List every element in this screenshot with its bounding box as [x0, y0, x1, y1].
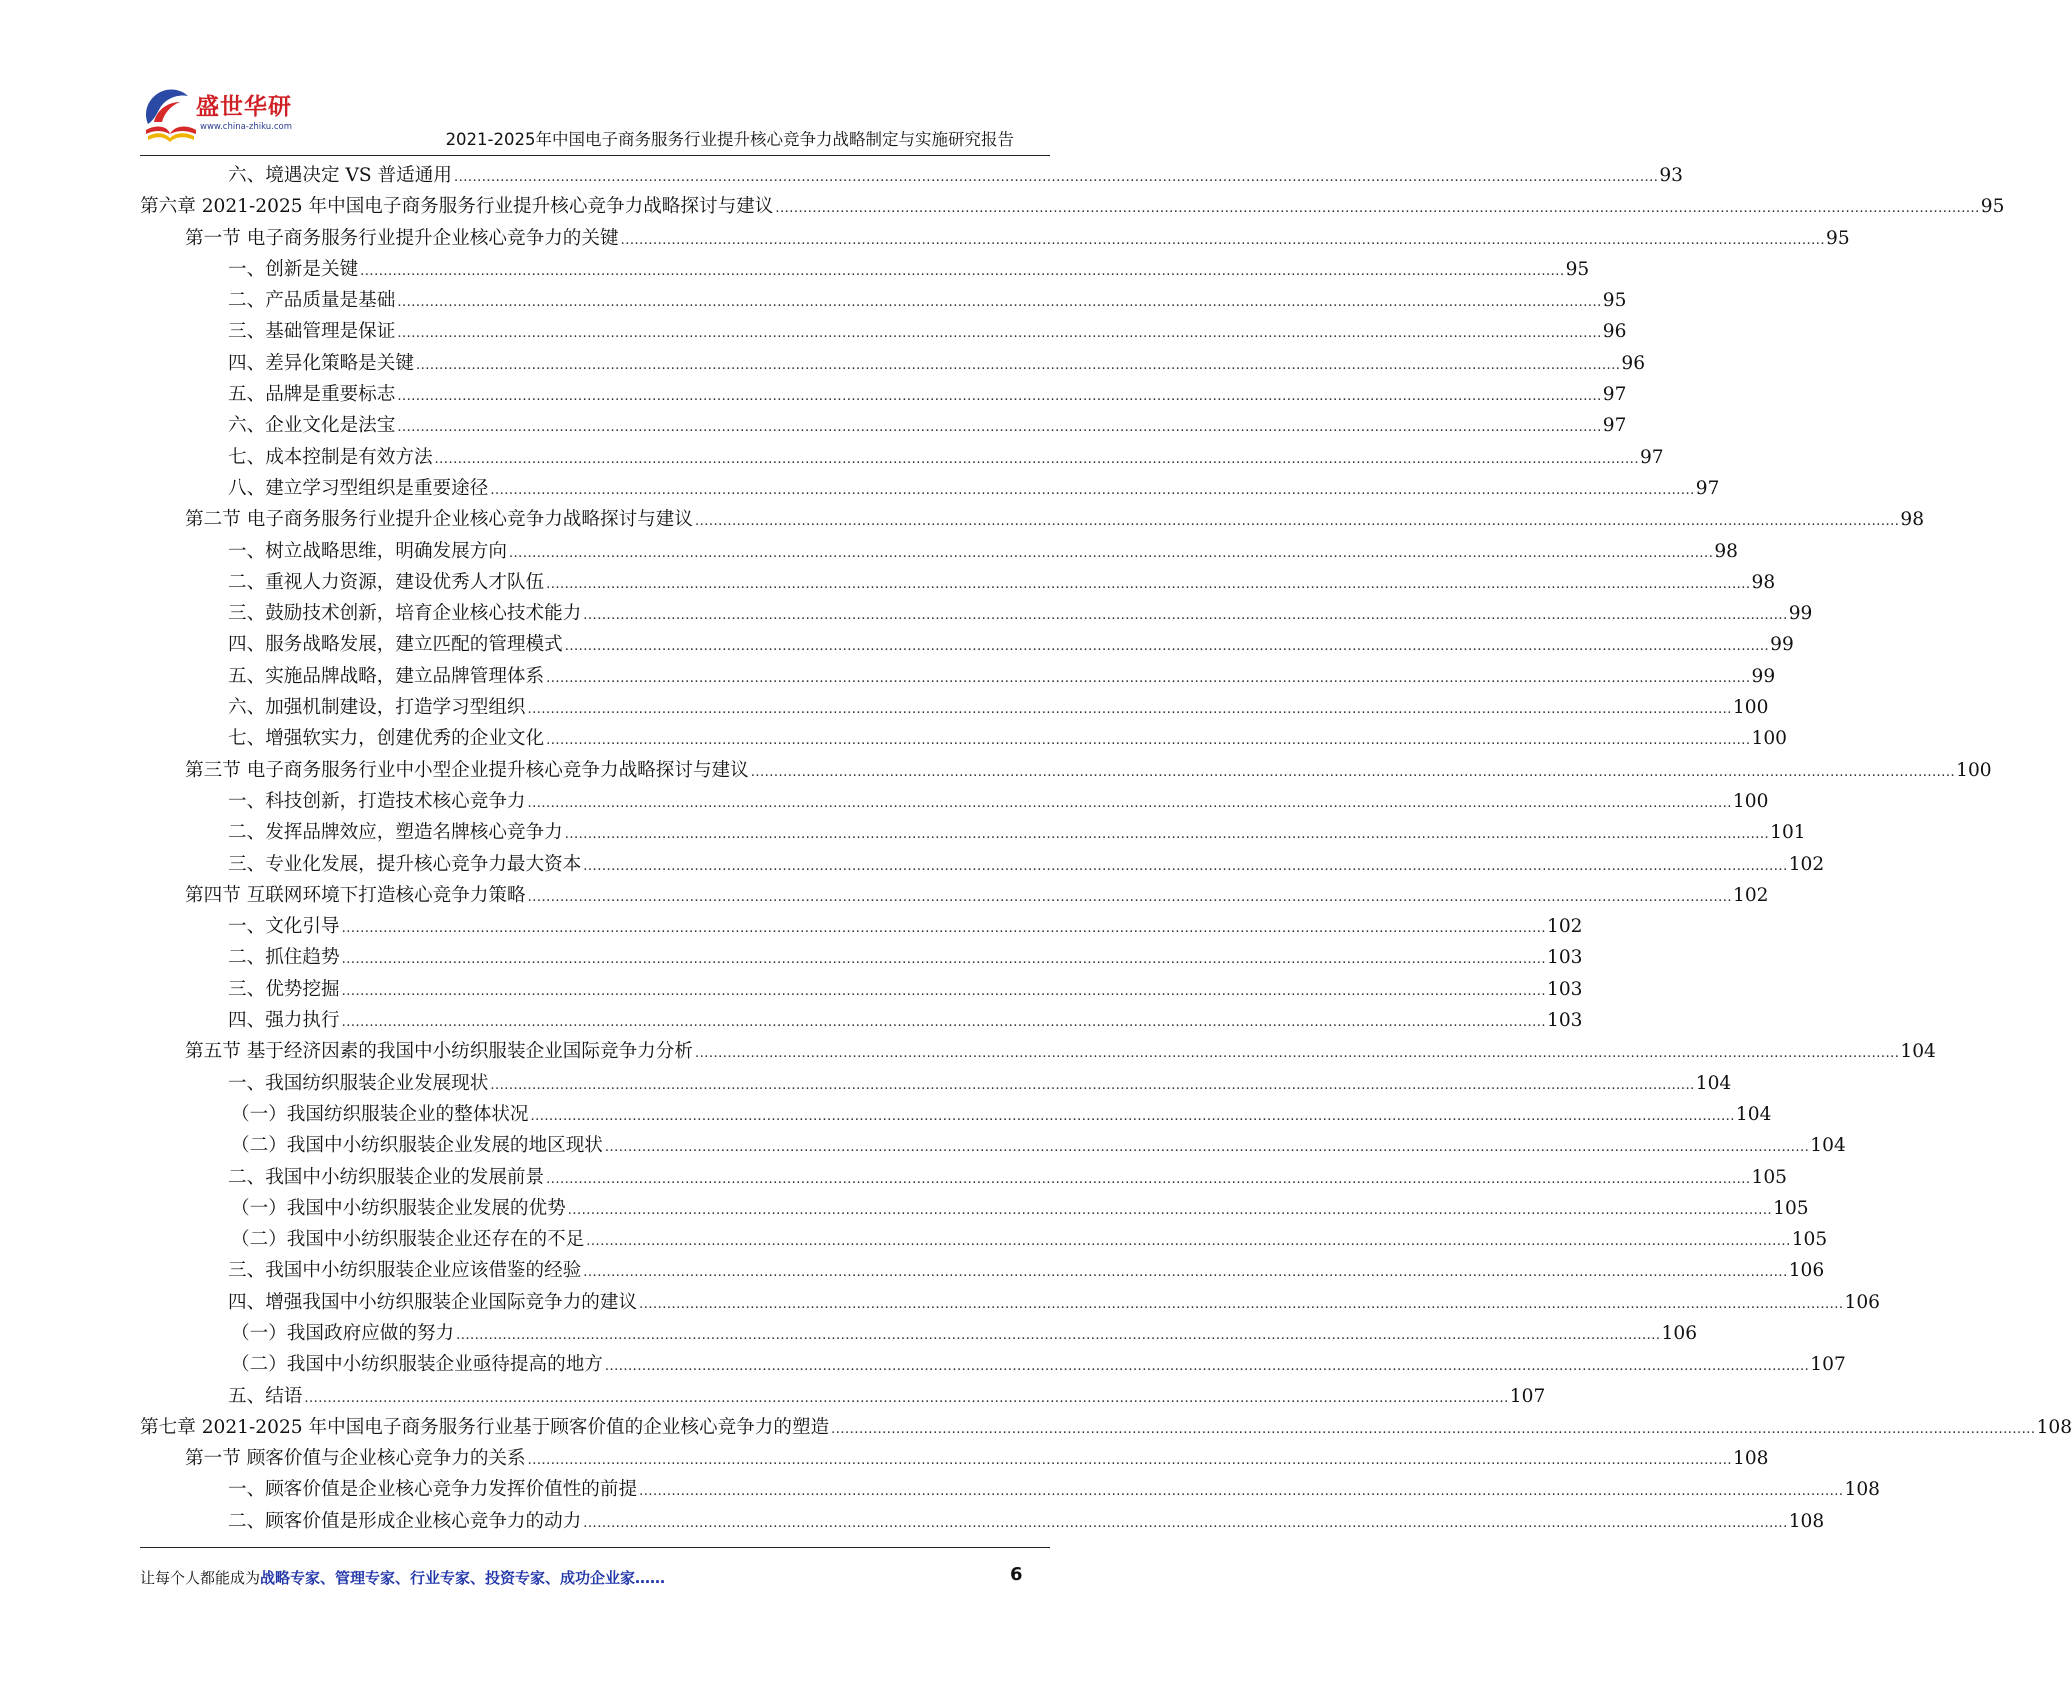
- toc-entry-title: 一、树立战略思维，明确发展方向: [228, 540, 507, 562]
- toc-entry[interactable]: [140, 1163, 1788, 1194]
- header-divider: [140, 155, 1050, 156]
- toc-entry-page: 95: [1980, 196, 2005, 218]
- toc-entry[interactable]: [140, 380, 1627, 411]
- toc-entry[interactable]: [140, 1382, 1546, 1413]
- toc-entry-title: 七、增强软实力，创建优秀的企业文化: [228, 728, 545, 750]
- toc-dot-leader: ....................................................................................................................................................................................................................................................................: [620, 232, 1825, 248]
- report-title: 2021-2025年中国电子商务服务行业提升核心竞争力战略制定与实施研究报告: [445, 130, 1014, 149]
- toc-entry-title: 二、重视人力资源，建设优秀人才队伍: [228, 571, 545, 593]
- toc-entry[interactable]: [140, 224, 1850, 255]
- toc-entry-page: 99: [1751, 665, 1776, 687]
- company-logo: [140, 84, 310, 146]
- toc-entry-title: 六、企业文化是法宝: [228, 415, 396, 437]
- toc-entry-page: 97: [1695, 477, 1720, 499]
- toc-entry-page: 108: [1788, 1510, 1825, 1532]
- toc-dot-leader: ....................................................................................................................................................................................................................................................................: [341, 952, 1546, 968]
- toc-entry-title: （一）我国政府应做的努力: [231, 1322, 455, 1344]
- toc-dot-leader: ....................................................................................................................................................................................................................................................................: [453, 170, 1659, 185]
- toc-entry-page: 103: [1546, 947, 1583, 969]
- footer-slogan: [140, 1567, 665, 1588]
- toc-dot-leader: ....................................................................................................................................................................................................................................................................: [397, 295, 1602, 311]
- toc-dot-leader: ....................................................................................................................................................................................................................................................................: [527, 1453, 1733, 1469]
- toc-entry-page: 93: [1659, 165, 1684, 186]
- toc-entry[interactable]: [140, 537, 1738, 568]
- toc-dot-leader: ....................................................................................................................................................................................................................................................................: [546, 670, 1751, 686]
- toc-entry-page: 97: [1602, 384, 1627, 406]
- toc-dot-leader: ....................................................................................................................................................................................................................................................................: [583, 858, 1788, 874]
- toc-entry[interactable]: [140, 756, 1992, 787]
- toc-entry[interactable]: [140, 474, 1720, 505]
- toc-entry-title: 五、实施品牌战略，建立品牌管理体系: [228, 665, 545, 687]
- toc-entry-page: 97: [1639, 446, 1664, 468]
- toc-entry-title: 一、文化引导: [228, 916, 340, 938]
- toc-entry[interactable]: [140, 1413, 2072, 1444]
- toc-entry[interactable]: [140, 1256, 1825, 1287]
- toc-entry-title: 三、我国中小纺织服装企业应该借鉴的经验: [228, 1260, 582, 1282]
- toc-dot-leader: ....................................................................................................................................................................................................................................................................: [415, 357, 1621, 373]
- toc-entry-page: 98: [1751, 571, 1776, 593]
- toc-entry-title: 四、差异化策略是关键: [228, 352, 414, 374]
- toc-entry-page: 107: [1509, 1385, 1546, 1407]
- toc-entry-page: 96: [1621, 352, 1646, 374]
- toc-entry-page: 101: [1770, 822, 1806, 844]
- toc-entry-title: 五、品牌是重要标志: [228, 384, 396, 406]
- toc-entry[interactable]: [140, 1006, 1583, 1037]
- toc-dot-leader: ....................................................................................................................................................................................................................................................................: [567, 1202, 1773, 1218]
- toc-entry-page: 99: [1788, 603, 1813, 625]
- slogan-prefix: 让每个人都能成为: [140, 1569, 261, 1587]
- toc-entry-title: 四、强力执行: [228, 1010, 340, 1032]
- toc-dot-leader: ....................................................................................................................................................................................................................................................................: [586, 1234, 1791, 1250]
- toc-entry[interactable]: [140, 317, 1627, 348]
- toc-entry-page: 106: [1788, 1260, 1825, 1282]
- toc-entry-title: （一）我国中小纺织服装企业发展的优势: [231, 1197, 566, 1219]
- toc-entry-page: 104: [1695, 1072, 1732, 1094]
- toc-entry[interactable]: [140, 1350, 1846, 1381]
- toc-entry[interactable]: [140, 912, 1583, 943]
- toc-dot-leader: ....................................................................................................................................................................................................................................................................: [604, 1359, 1810, 1375]
- toc-entry[interactable]: [140, 662, 1776, 693]
- toc-dot-leader: ....................................................................................................................................................................................................................................................................: [341, 983, 1546, 999]
- toc-dot-leader: ....................................................................................................................................................................................................................................................................: [360, 263, 1565, 279]
- toc-dot-leader: ....................................................................................................................................................................................................................................................................: [527, 702, 1732, 718]
- page-number: 6: [1010, 1564, 1023, 1585]
- toc-entry-title: 第二节 电子商务服务行业提升企业核心竞争力战略探讨与建议: [185, 509, 693, 531]
- toc-entry[interactable]: [140, 1444, 1769, 1475]
- toc-entry-page: 103: [1546, 1010, 1583, 1032]
- toc-entry[interactable]: [140, 161, 1684, 192]
- toc-entry-page: 95: [1602, 290, 1627, 312]
- toc-dot-leader: ....................................................................................................................................................................................................................................................................: [831, 1421, 2036, 1437]
- toc-dot-leader: ....................................................................................................................................................................................................................................................................: [341, 1015, 1546, 1031]
- toc-entry[interactable]: [140, 1288, 1880, 1319]
- toc-entry-title: 一、顾客价值是企业核心竞争力发挥价值性的前提: [228, 1479, 638, 1501]
- toc-dot-leader: ....................................................................................................................................................................................................................................................................: [397, 389, 1602, 405]
- toc-dot-leader: ....................................................................................................................................................................................................................................................................: [434, 451, 1639, 467]
- toc-entry[interactable]: [140, 286, 1627, 317]
- toc-entry-title: 三、优势挖掘: [228, 978, 340, 1000]
- toc-dot-leader: ....................................................................................................................................................................................................................................................................: [775, 201, 1980, 217]
- toc-dot-leader: ....................................................................................................................................................................................................................................................................: [456, 1327, 1661, 1343]
- toc-entry[interactable]: [140, 1507, 1825, 1538]
- toc-entry-page: 97: [1602, 415, 1627, 437]
- toc-entry-page: 107: [1810, 1354, 1846, 1376]
- toc-dot-leader: ....................................................................................................................................................................................................................................................................: [397, 420, 1602, 436]
- toc-entry-title: （二）我国中小纺织服装企业发展的地区现状: [231, 1135, 603, 1157]
- toc-entry-page: 106: [1844, 1291, 1880, 1313]
- toc-entry-title: 第一节 顾客价值与企业核心竞争力的关系: [185, 1448, 526, 1470]
- toc-entry-title: 一、科技创新，打造技术核心竞争力: [228, 790, 526, 812]
- toc-entry-page: 95: [1825, 227, 1850, 249]
- toc-entry-title: 一、我国纺织服装企业发展现状: [228, 1072, 489, 1094]
- toc-entry-page: 106: [1661, 1322, 1698, 1344]
- footer-divider: [140, 1547, 1050, 1548]
- toc-entry[interactable]: [140, 1069, 1732, 1100]
- toc-entry-page: 102: [1733, 884, 1769, 906]
- toc-entry-title: 一、创新是关键: [228, 258, 359, 280]
- toc-entry-title: 四、服务战略发展，建立匹配的管理模式: [228, 634, 563, 656]
- toc-entry[interactable]: [140, 411, 1627, 442]
- toc-dot-leader: ....................................................................................................................................................................................................................................................................: [604, 1140, 1810, 1156]
- toc-entry[interactable]: [140, 975, 1583, 1006]
- toc-entry[interactable]: [140, 443, 1664, 474]
- toc-entry[interactable]: [140, 349, 1646, 380]
- toc-entry-title: （一）我国纺织服装企业的整体状况: [231, 1103, 529, 1125]
- logo-url: www.china-zhiku.com: [200, 122, 292, 132]
- toc-dot-leader: ....................................................................................................................................................................................................................................................................: [694, 1046, 1900, 1062]
- toc-entry-page: 102: [1546, 916, 1583, 938]
- toc-dot-leader: ....................................................................................................................................................................................................................................................................: [583, 1515, 1788, 1531]
- toc-dot-leader: ....................................................................................................................................................................................................................................................................: [546, 576, 1751, 592]
- toc-entry[interactable]: [140, 881, 1769, 912]
- toc-entry-title: 四、增强我国中小纺织服装企业国际竞争力的建议: [228, 1291, 638, 1313]
- toc-dot-leader: ....................................................................................................................................................................................................................................................................: [546, 733, 1751, 749]
- toc-entry-title: 第一节 电子商务服务行业提升企业核心竞争力的关键: [185, 227, 619, 249]
- toc-entry[interactable]: [140, 693, 1769, 724]
- toc-dot-leader: ....................................................................................................................................................................................................................................................................: [490, 1077, 1695, 1093]
- toc-dot-leader: ....................................................................................................................................................................................................................................................................: [639, 1484, 1844, 1500]
- toc-dot-leader: ....................................................................................................................................................................................................................................................................: [304, 1390, 1509, 1406]
- toc-entry[interactable]: [140, 630, 1794, 661]
- toc-entry[interactable]: [140, 943, 1583, 974]
- toc-entry-page: 102: [1788, 853, 1825, 875]
- toc-entry[interactable]: [140, 1475, 1880, 1506]
- toc-entry[interactable]: [140, 505, 1925, 536]
- toc-entry-page: 96: [1602, 321, 1627, 343]
- toc-entry-page: 104: [1900, 1041, 1936, 1063]
- toc-entry[interactable]: [140, 724, 1788, 755]
- toc-entry-page: 100: [1732, 790, 1769, 812]
- toc-entry-title: 二、产品质量是基础: [228, 290, 396, 312]
- toc-dot-leader: ....................................................................................................................................................................................................................................................................: [341, 921, 1546, 937]
- table-of-contents: [140, 161, 2072, 1538]
- page-header: [0, 0, 1191, 160]
- toc-entry-page: 104: [1810, 1135, 1846, 1157]
- toc-entry-title: 二、发挥品牌效应，塑造名牌核心竞争力: [228, 822, 563, 844]
- toc-dot-leader: ....................................................................................................................................................................................................................................................................: [508, 545, 1714, 561]
- toc-entry[interactable]: [140, 568, 1776, 599]
- toc-entry-title: 二、我国中小纺织服装企业的发展前景: [228, 1166, 545, 1188]
- toc-entry-page: 98: [1900, 509, 1925, 531]
- toc-entry-title: 三、基础管理是保证: [228, 321, 396, 343]
- toc-entry-title: 二、顾客价值是形成企业核心竞争力的动力: [228, 1510, 582, 1532]
- toc-entry-title: 第四节 互联网环境下打造核心竞争力策略: [185, 884, 526, 906]
- toc-entry-title: 第三节 电子商务服务行业中小型企业提升核心竞争力战略探讨与建议: [185, 759, 749, 781]
- toc-entry-title: 五、结语: [228, 1385, 303, 1407]
- toc-entry-title: 三、专业化发展，提升核心竞争力最大资本: [228, 853, 582, 875]
- toc-entry-page: 103: [1546, 978, 1583, 1000]
- toc-entry-title: 第六章 2021-2025 年中国电子商务服务行业提升核心竞争力战略探讨与建议: [140, 196, 774, 218]
- toc-entry[interactable]: [140, 818, 1806, 849]
- toc-entry-title: 六、加强机制建设，打造学习型组织: [228, 697, 526, 719]
- toc-entry-page: 108: [1844, 1479, 1880, 1501]
- toc-entry-page: 105: [1773, 1197, 1809, 1219]
- toc-entry-title: （二）我国中小纺织服装企业还存在的不足: [231, 1229, 585, 1251]
- toc-dot-leader: ....................................................................................................................................................................................................................................................................: [527, 795, 1732, 811]
- toc-entry-page: 100: [1956, 759, 1992, 781]
- toc-entry-page: 100: [1751, 728, 1788, 750]
- toc-entry-page: 104: [1735, 1103, 1772, 1125]
- toc-dot-leader: ....................................................................................................................................................................................................................................................................: [583, 608, 1788, 624]
- toc-dot-leader: ....................................................................................................................................................................................................................................................................: [564, 639, 1770, 655]
- toc-entry-title: 八、建立学习型组织是重要途径: [228, 477, 489, 499]
- toc-entry[interactable]: [140, 1037, 1936, 1068]
- toc-dot-leader: ....................................................................................................................................................................................................................................................................: [530, 1108, 1735, 1124]
- toc-entry[interactable]: [140, 1319, 1698, 1350]
- toc-entry-page: 100: [1732, 697, 1769, 719]
- toc-dot-leader: ....................................................................................................................................................................................................................................................................: [490, 482, 1695, 498]
- toc-entry[interactable]: [140, 599, 1813, 630]
- toc-dot-leader: ....................................................................................................................................................................................................................................................................: [639, 1296, 1844, 1312]
- toc-dot-leader: ....................................................................................................................................................................................................................................................................: [397, 326, 1602, 342]
- toc-entry-title: 第七章 2021-2025 年中国电子商务服务行业基于顾客价值的企业核心竞争力的塑造: [140, 1416, 830, 1438]
- toc-entry[interactable]: [140, 255, 1590, 286]
- toc-entry-page: 105: [1791, 1229, 1828, 1251]
- toc-dot-leader: ....................................................................................................................................................................................................................................................................: [527, 889, 1733, 905]
- toc-dot-leader: ....................................................................................................................................................................................................................................................................: [583, 1265, 1788, 1281]
- toc-dot-leader: ....................................................................................................................................................................................................................................................................: [750, 764, 1956, 780]
- toc-entry-page: 108: [2036, 1416, 2072, 1438]
- toc-entry-page: 98: [1714, 540, 1738, 562]
- toc-entry-title: 六、境遇决定 VS 普适通用: [228, 165, 452, 186]
- toc-entry-title: 三、鼓励技术创新，培育企业核心技术能力: [228, 603, 582, 625]
- toc-entry[interactable]: [140, 1194, 1809, 1225]
- toc-entry[interactable]: [140, 1225, 1828, 1256]
- logo-name: 盛世华研: [196, 94, 292, 120]
- toc-entry[interactable]: [140, 1100, 1772, 1131]
- toc-entry[interactable]: [140, 1131, 1846, 1162]
- toc-entry[interactable]: [140, 192, 2005, 223]
- toc-entry-title: 七、成本控制是有效方法: [228, 446, 433, 468]
- slogan-highlight: 战略专家、管理专家、行业专家、投资专家、成功企业家……: [260, 1569, 666, 1587]
- toc-entry-page: 105: [1751, 1166, 1788, 1188]
- toc-dot-leader: ....................................................................................................................................................................................................................................................................: [564, 827, 1770, 843]
- toc-entry-title: 第五节 基于经济因素的我国中小纺织服装企业国际竞争力分析: [185, 1041, 693, 1063]
- toc-dot-leader: ....................................................................................................................................................................................................................................................................: [546, 1171, 1751, 1187]
- toc-entry[interactable]: [140, 850, 1825, 881]
- toc-entry-title: （二）我国中小纺织服装企业亟待提高的地方: [231, 1354, 603, 1376]
- toc-entry[interactable]: [140, 787, 1769, 818]
- logo-emblem-icon: [140, 84, 198, 146]
- toc-entry-title: 二、抓住趋势: [228, 947, 340, 969]
- toc-entry-page: 95: [1565, 258, 1590, 280]
- toc-entry-page: 108: [1733, 1448, 1769, 1470]
- toc-dot-leader: ....................................................................................................................................................................................................................................................................: [694, 514, 1900, 530]
- toc-entry-page: 99: [1770, 634, 1794, 656]
